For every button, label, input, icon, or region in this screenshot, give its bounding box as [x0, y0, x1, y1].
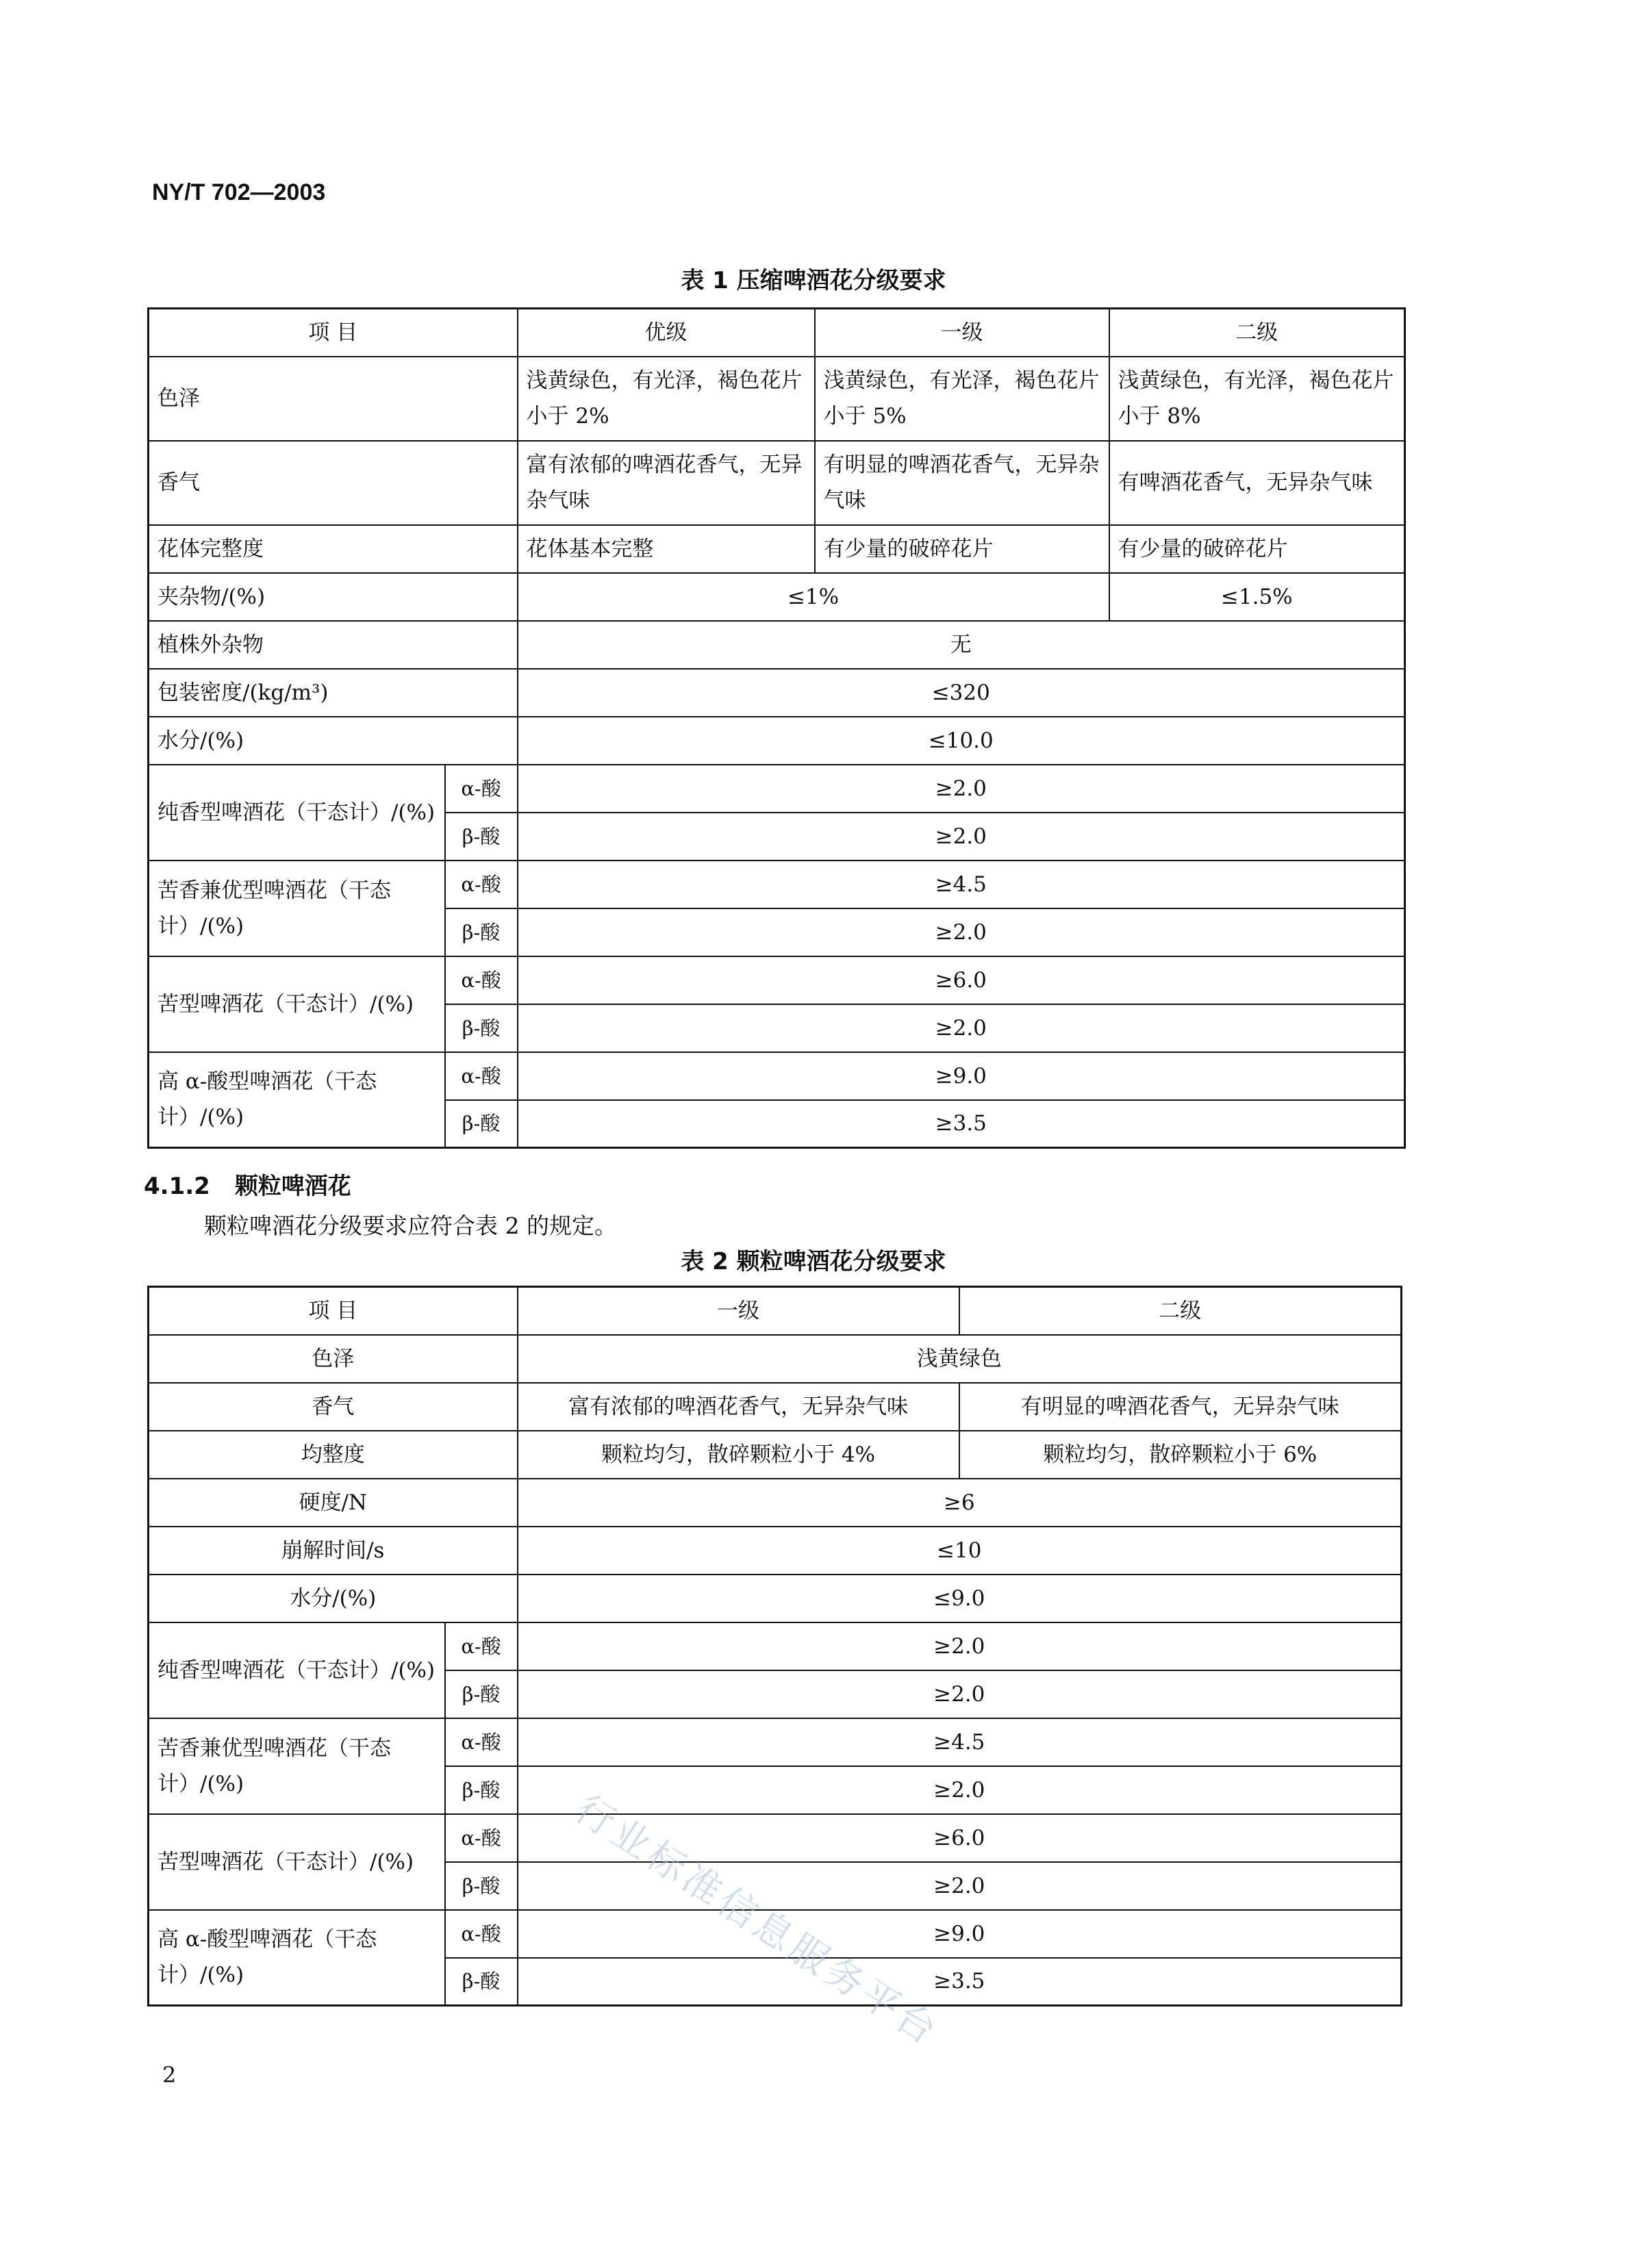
cell: ≥2.0: [518, 813, 1405, 861]
table-row: [149, 1527, 1402, 1575]
cell: ≥2.0: [518, 1670, 1402, 1718]
cell: ≤10.0: [518, 717, 1405, 765]
table-row: [149, 1814, 1402, 1862]
acid-group-label: 高 α-酸型啤酒花（干态计）/(%): [149, 1910, 445, 2006]
beta-acid-label: β-酸: [445, 1958, 518, 2006]
cell: 有明显的啤酒花香气，无异杂气味: [959, 1383, 1402, 1431]
cell: ≤10: [518, 1527, 1402, 1575]
alpha-acid-label: α-酸: [445, 956, 518, 1004]
row-label: 花体完整度: [149, 525, 518, 573]
table-row: [149, 1431, 1402, 1479]
row-label: 香气: [149, 441, 518, 525]
header-item: 项 目: [149, 309, 518, 357]
cell: ≥6.0: [518, 956, 1405, 1004]
cell: ≤1%: [518, 573, 1109, 621]
cell: ≤1.5%: [1109, 573, 1405, 621]
cell: 颗粒均匀，散碎颗粒小于 4%: [518, 1431, 959, 1479]
cell: ≥2.0: [518, 1622, 1402, 1670]
beta-acid-label: β-酸: [445, 1004, 518, 1052]
row-label: 夹杂物/(%): [149, 573, 518, 621]
header-item: 项 目: [149, 1287, 518, 1335]
cell: ≤9.0: [518, 1575, 1402, 1622]
cell: ≥2.0: [518, 1004, 1405, 1052]
table-row: [149, 1335, 1402, 1383]
beta-acid-label: β-酸: [445, 1100, 518, 1148]
alpha-acid-label: α-酸: [445, 1814, 518, 1862]
table-row: [149, 573, 1405, 621]
row-label: 崩解时间/s: [149, 1527, 518, 1575]
cell: 有少量的破碎花片: [1109, 525, 1405, 573]
cell: ≥2.0: [518, 765, 1405, 813]
page-number: 2: [162, 2062, 177, 2088]
beta-acid-label: β-酸: [445, 1670, 518, 1718]
acid-group-label: 纯香型啤酒花（干态计）/(%): [149, 1622, 445, 1718]
cell: ≥6: [518, 1479, 1402, 1527]
cell: ≥6.0: [518, 1814, 1402, 1862]
alpha-acid-label: α-酸: [445, 765, 518, 813]
alpha-acid-label: α-酸: [445, 1910, 518, 1958]
alpha-acid-label: α-酸: [445, 1718, 518, 1766]
table-row: [149, 861, 1405, 908]
table-row: [149, 956, 1405, 1004]
table-row: [149, 1479, 1402, 1527]
row-label: 硬度/N: [149, 1479, 518, 1527]
table2-caption: 表 2 颗粒啤酒花分级要求: [681, 1248, 946, 1275]
row-label: 色泽: [149, 1335, 518, 1383]
cell: 无: [518, 621, 1405, 669]
cell: 浅黄绿色，有光泽，褐色花片小于 5%: [815, 357, 1109, 441]
cell: 有少量的破碎花片: [815, 525, 1109, 573]
header-grade-premium: 优级: [518, 309, 815, 357]
cell: ≥9.0: [518, 1052, 1405, 1100]
cell: ≥9.0: [518, 1910, 1402, 1958]
cell: 有啤酒花香气，无异杂气味: [1109, 441, 1405, 525]
watermark: 行业标准信息服务平台: [567, 1787, 948, 2056]
header-grade-second: 二级: [1109, 309, 1405, 357]
header-grade-first: 一级: [815, 309, 1109, 357]
table-row: [149, 765, 1405, 813]
table-row: [149, 1287, 1402, 1335]
table-row: [149, 1052, 1405, 1100]
cell: 浅黄绿色: [518, 1335, 1402, 1383]
cell: ≥3.5: [518, 1100, 1405, 1148]
row-label: 包装密度/(kg/m³): [149, 669, 518, 717]
header-grade-first: 一级: [518, 1287, 959, 1335]
section-heading: [144, 1167, 351, 1201]
header-grade-second: 二级: [959, 1287, 1402, 1335]
cell: ≥4.5: [518, 1718, 1402, 1766]
table-row: [149, 441, 1405, 525]
cell: 富有浓郁的啤酒花香气，无异杂气味: [518, 441, 815, 525]
row-label: 水分/(%): [149, 717, 518, 765]
table-row: [149, 717, 1405, 765]
table-row: [149, 357, 1405, 441]
table-row: [149, 1383, 1402, 1431]
acid-group-label: 纯香型啤酒花（干态计）/(%): [149, 765, 445, 861]
beta-acid-label: β-酸: [445, 1862, 518, 1910]
standard-code: NY/T 702—2003: [152, 179, 326, 205]
beta-acid-label: β-酸: [445, 813, 518, 861]
cell: 颗粒均匀，散碎颗粒小于 6%: [959, 1431, 1402, 1479]
cell: ≥2.0: [518, 908, 1405, 956]
table1-compressed-hops: [147, 307, 1406, 1149]
acid-group-label: 高 α-酸型啤酒花（干态计）/(%): [149, 1052, 445, 1148]
cell: ≥2.0: [518, 1766, 1402, 1814]
cell: ≥4.5: [518, 861, 1405, 908]
cell: 有明显的啤酒花香气，无异杂气味: [815, 441, 1109, 525]
acid-group-label: 苦型啤酒花（干态计）/(%): [149, 1814, 445, 1910]
cell: 花体基本完整: [518, 525, 815, 573]
table-row: [149, 1622, 1402, 1670]
table-row: [149, 669, 1405, 717]
table2-pellet-hops: [147, 1286, 1402, 2006]
table1-caption: 表 1 压缩啤酒花分级要求: [681, 267, 946, 294]
alpha-acid-label: α-酸: [445, 1052, 518, 1100]
row-label: 色泽: [149, 357, 518, 441]
cell: 富有浓郁的啤酒花香气，无异杂气味: [518, 1383, 959, 1431]
cell: ≤320: [518, 669, 1405, 717]
cell: ≥3.5: [518, 1958, 1402, 2006]
acid-group-label: 苦香兼优型啤酒花（干态计）/(%): [149, 1718, 445, 1814]
beta-acid-label: β-酸: [445, 908, 518, 956]
table-row: [149, 1575, 1402, 1622]
cell: ≥2.0: [518, 1862, 1402, 1910]
acid-group-label: 苦型啤酒花（干态计）/(%): [149, 956, 445, 1052]
table-row: [149, 309, 1405, 357]
section-paragraph: 颗粒啤酒花分级要求应符合表 2 的规定。: [204, 1212, 617, 1239]
acid-group-label: 苦香兼优型啤酒花（干态计）/(%): [149, 861, 445, 956]
cell: 浅黄绿色，有光泽，褐色花片小于 2%: [518, 357, 815, 441]
table-row: [149, 1910, 1402, 1958]
table-row: [149, 621, 1405, 669]
row-label: 植株外杂物: [149, 621, 518, 669]
section-title: 颗粒啤酒花: [234, 1173, 351, 1200]
cell: 浅黄绿色，有光泽，褐色花片小于 8%: [1109, 357, 1405, 441]
row-label: 水分/(%): [149, 1575, 518, 1622]
table-row: [149, 525, 1405, 573]
table-row: [149, 1718, 1402, 1766]
row-label: 香气: [149, 1383, 518, 1431]
alpha-acid-label: α-酸: [445, 861, 518, 908]
row-label: 均整度: [149, 1431, 518, 1479]
beta-acid-label: β-酸: [445, 1766, 518, 1814]
section-number: 4.1.2: [144, 1173, 210, 1200]
alpha-acid-label: α-酸: [445, 1622, 518, 1670]
